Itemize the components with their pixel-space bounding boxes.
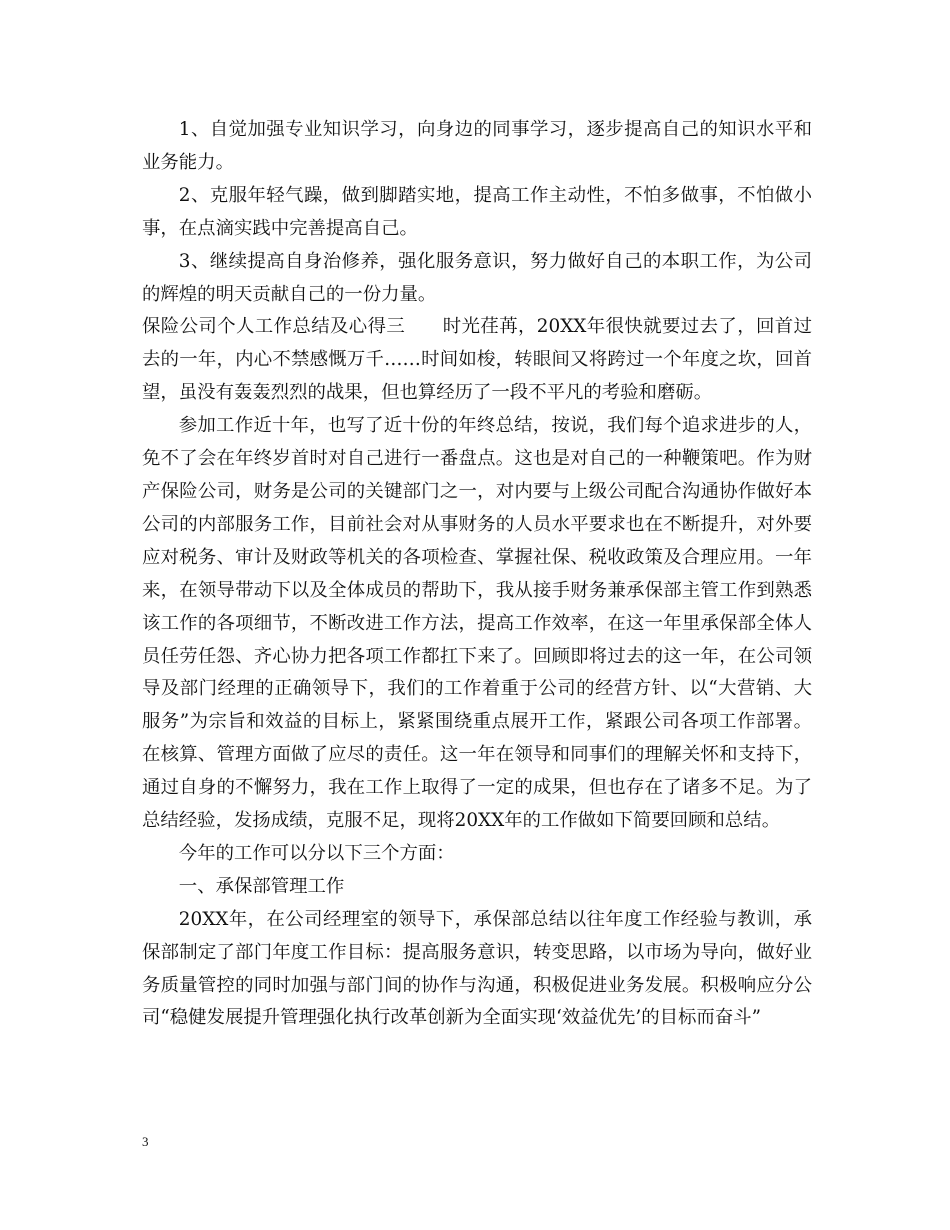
document-body	[142, 114, 812, 1035]
heading-underwriting-management: 一、承保部管理工作	[178, 875, 345, 897]
paragraph-overcome-impatience: 2、克服年轻气躁，做到脚踏实地，提高工作主动性，不怕多做事，不怕做小事，在点滴实践中完善提高自己。	[142, 184, 812, 239]
paragraph-three-aspects: 今年的工作可以分以下三个方面：	[178, 842, 455, 864]
paragraph-self-cultivation: 3、继续提高自身治修养，强化服务意识，努力做好自己的本职工作，为公司的辉煌的明天贡献自己的一份力量。	[142, 250, 812, 305]
page-number: 3	[142, 1134, 149, 1149]
paragraph-underwriting-goals: 20XX年，在公司经理室的领导下，承保部总结以往年度工作经验与教训，承保部制定了部门年度工作目标：提高服务意识，转变思路，以市场为导向，做好业务质量管控的同时加强与部门间的协作与沟通，积极促进业务发展。积极响应分公司“稳健发展提升管理强化执行改革创新为全面实现‘效益优先’的目标而奋斗”	[142, 908, 812, 1029]
paragraph-section-title-summary-three: 保险公司个人工作总结及心得三 时光荏苒，20XX年很快就要过去了，回首过去的一年，内心不禁感慨万千……时间如梭，转眼间又将跨过一个年度之坎，回首望，虽没有轰轰烈烈的战果，但也算经历了一段不平凡的考验和磨砺。	[142, 316, 812, 404]
paragraph-ten-years-work: 参加工作近十年，也写了近十份的年终总结，按说，我们每个追求进步的人，免不了会在年终岁首时对自己进行一番盘点。这也是对自己的一种鞭策吧。作为财产保险公司，财务是公司的关键部门之一，对内要与上级公司配合沟通协作做好本公司的内部服务工作，目前社会对从事财务的人员水平要求也在不断提升，对外要应对税务、审计及财政等机关的各项检查、掌握社保、税收政策及合理应用。一年来，在领导带动下以及全体成员的帮助下，我从接手财务兼承保部主管工作到熟悉该工作的各项细节，不断改进工作方法，提高工作效率，在这一年里承保部全体人员任劳任怨、齐心协力把各项工作都扛下来了。回顾即将过去的这一年，在公司领导及部门经理的正确领导下，我们的工作着重于公司的经营方针、以“大营销、大服务”为宗旨和效益的目标上，紧紧围绕重点展开工作，紧跟公司各项工作部署。在核算、管理方面做了应尽的责任。这一年在领导和同事们的理解关怀和支持下，通过自身的不懈努力，我在工作上取得了一定的成果，但也存在了诸多不足。为了总结经验，发扬成绩，克服不足，现将20XX年的工作做如下简要回顾和总结。	[142, 415, 812, 832]
paragraph-improve-knowledge: 1、自觉加强专业知识学习，向身边的同事学习，逐步提高自己的知识水平和业务能力。	[142, 119, 812, 173]
